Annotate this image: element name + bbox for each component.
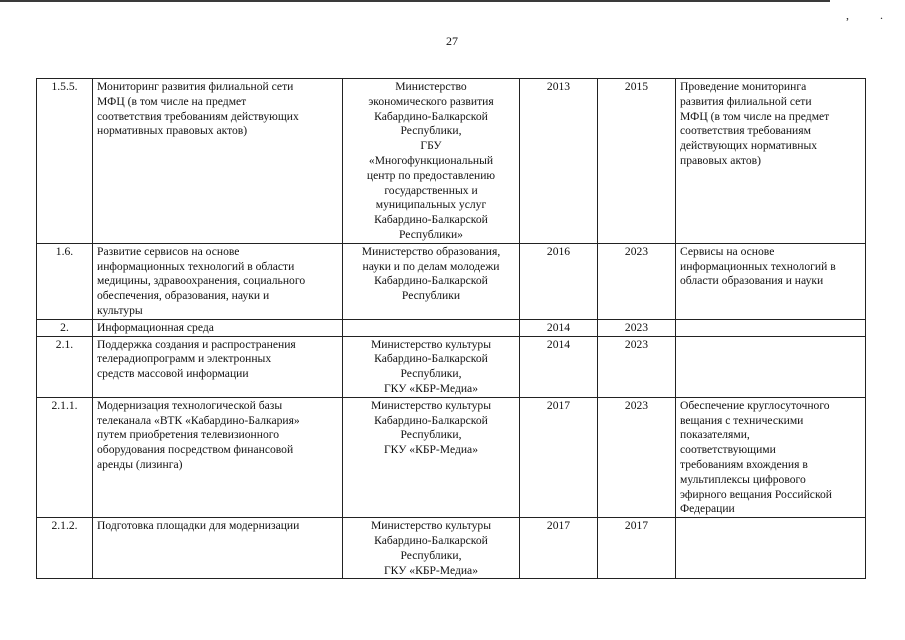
scan-border-line	[0, 0, 830, 2]
start-year: 2013	[520, 79, 598, 244]
scan-speck: ,	[846, 8, 849, 22]
row-number: 2.1.1.	[37, 397, 93, 517]
start-year: 2014	[520, 319, 598, 336]
result-cell	[676, 319, 866, 336]
table-row	[37, 243, 866, 319]
result-cell: Сервисы на основе информационных технологий в области образования и науки	[676, 243, 866, 319]
table-row	[37, 518, 866, 579]
activity-cell: Информационная среда	[93, 319, 343, 336]
table-row	[37, 397, 866, 517]
end-year: 2023	[598, 336, 676, 397]
row-number: 2.1.	[37, 336, 93, 397]
start-year: 2014	[520, 336, 598, 397]
activity-cell: Подготовка площадки для модернизации	[93, 518, 343, 579]
result-cell	[676, 336, 866, 397]
executor-cell: Министерство экономического развития Кабардино-Балкарской Республики, ГБУ «Многофункциональный центр по предоставлению государственных и муниципальных услуг Кабардино-Балкарской Республики»	[343, 79, 520, 244]
end-year: 2023	[598, 243, 676, 319]
table-row	[37, 336, 866, 397]
executor-cell: Министерство культуры Кабардино-Балкарской Республики, ГКУ «КБР-Медиа»	[343, 397, 520, 517]
start-year: 2016	[520, 243, 598, 319]
result-cell: Проведение мониторинга развития филиальной сети МФЦ (в том числе на предмет соответствия требованиям действующих нормативных правовых актов)	[676, 79, 866, 244]
executor-cell	[343, 319, 520, 336]
activity-cell: Модернизация технологической базы телеканала «ВТК «Кабардино-Балкария» путем приобретения телевизионного оборудования посредством финансовой аренды (лизинга)	[93, 397, 343, 517]
row-number: 2.	[37, 319, 93, 336]
row-number: 1.6.	[37, 243, 93, 319]
activity-cell: Поддержка создания и распространения телерадиопрограмм и электронных средств массовой информации	[93, 336, 343, 397]
start-year: 2017	[520, 397, 598, 517]
table-row	[37, 319, 866, 336]
result-cell	[676, 518, 866, 579]
end-year: 2015	[598, 79, 676, 244]
end-year: 2017	[598, 518, 676, 579]
executor-cell: Министерство культуры Кабардино-Балкарской Республики, ГКУ «КБР-Медиа»	[343, 518, 520, 579]
result-cell: Обеспечение круглосуточного вещания с техническими показателями, соответствующими требованиям вхождения в мультиплексы цифрового эфирного вещания Российской Федерации	[676, 397, 866, 517]
row-number: 1.5.5.	[37, 79, 93, 244]
row-number: 2.1.2.	[37, 518, 93, 579]
activity-cell: Мониторинг развития филиальной сети МФЦ (в том числе на предмет соответствия требованиям действующих нормативных правовых актов)	[93, 79, 343, 244]
page-number: 27	[446, 34, 458, 48]
end-year: 2023	[598, 319, 676, 336]
executor-cell: Министерство культуры Кабардино-Балкарской Республики, ГКУ «КБР-Медиа»	[343, 336, 520, 397]
activity-plan-table	[36, 78, 866, 579]
end-year: 2023	[598, 397, 676, 517]
activity-cell: Развитие сервисов на основе информационных технологий в области медицины, здравоохранения, социального обеспечения, образования, науки и культуры	[93, 243, 343, 319]
executor-cell: Министерство образования, науки и по делам молодежи Кабардино-Балкарской Республики	[343, 243, 520, 319]
start-year: 2017	[520, 518, 598, 579]
table-row	[37, 79, 866, 244]
scan-speck: .	[880, 8, 883, 22]
